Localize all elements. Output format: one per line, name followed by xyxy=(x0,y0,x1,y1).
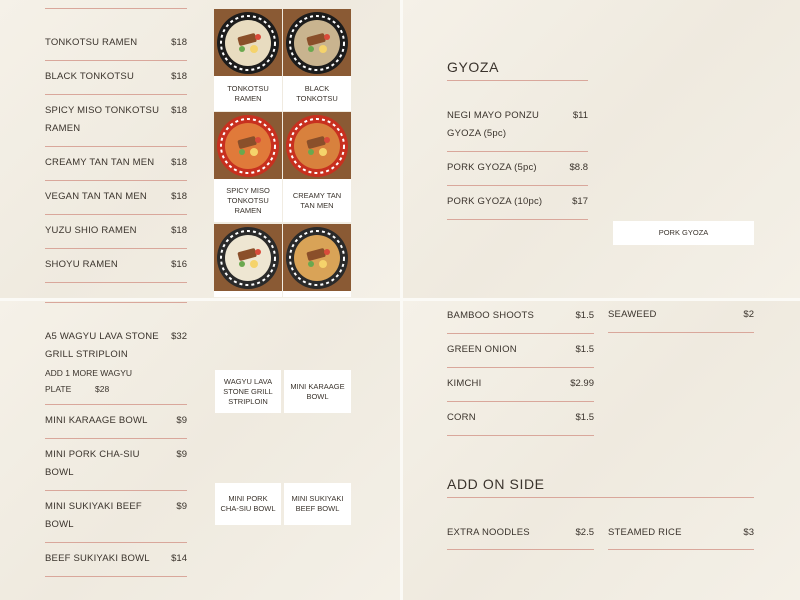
ramen-photo-caption xyxy=(283,291,351,297)
menu-item-name: NEGI MAYO PONZU xyxy=(447,110,540,121)
photo-caption-wagyu[interactable]: WAGYU LAVA STONE GRILL STRIPLOIN xyxy=(215,370,281,413)
toppings-panel xyxy=(400,300,800,600)
menu-item-price: $16 xyxy=(171,259,187,270)
divider xyxy=(45,214,187,215)
ramen-photo[interactable] xyxy=(214,112,282,179)
photo-caption-karaage[interactable]: MINI KARAAGE BOWL xyxy=(284,370,351,413)
menu-item-price: $17 xyxy=(572,196,588,207)
menu-item-name-cont: BOWL xyxy=(45,519,74,530)
ramen-photo-caption xyxy=(214,291,282,297)
side-name: STEAMED RICE xyxy=(608,527,682,538)
menu-item-name: BLACK TONKOTSU xyxy=(45,71,135,82)
divider xyxy=(447,549,594,550)
menu-item-name: CREAMY TAN TAN MEN xyxy=(45,157,155,168)
ramen-photo-caption: CREAMY TAN TAN MEN xyxy=(283,179,351,222)
divider xyxy=(45,248,187,249)
menu-item-price: $18 xyxy=(171,105,187,116)
menu-item-name: BEEF SUKIYAKI BOWL xyxy=(45,553,150,564)
menu-item-name: SHOYU RAMEN xyxy=(45,259,118,270)
menu-item-price: $18 xyxy=(171,71,187,82)
divider xyxy=(608,549,754,550)
topping-name: KIMCHI xyxy=(447,378,482,389)
menu-item-name-cont: GYOZA (5pc) xyxy=(447,128,507,139)
menu-item-price: $9 xyxy=(176,501,187,512)
divider xyxy=(447,497,754,498)
quadrant-divider-horizontal xyxy=(0,298,800,301)
divider xyxy=(45,60,187,61)
menu-item-name: MINI KARAAGE BOWL xyxy=(45,415,148,426)
divider xyxy=(45,302,187,303)
divider xyxy=(45,146,187,147)
topping-name: SEAWEED xyxy=(608,309,657,320)
ramen-photo[interactable] xyxy=(214,9,282,76)
divider xyxy=(45,94,187,95)
side-price: $2.5 xyxy=(575,527,594,538)
divider xyxy=(45,438,187,439)
section-heading-gyoza: GYOZA xyxy=(447,59,500,75)
topping-price: $1.5 xyxy=(575,412,594,423)
topping-price: $1.5 xyxy=(575,310,594,321)
topping-price: $1.5 xyxy=(575,344,594,355)
ramen-photo[interactable] xyxy=(283,112,351,179)
divider xyxy=(447,367,594,368)
menu-item-name: PORK GYOZA (5pc) xyxy=(447,162,537,173)
menu-item-name: MINI PORK CHA-SIU xyxy=(45,449,140,460)
divider xyxy=(447,151,588,152)
ramen-photo-caption: SPICY MISO TONKOTSU RAMEN xyxy=(214,179,282,222)
topping-price: $2.99 xyxy=(570,378,594,389)
addon-text: ADD 1 MORE WAGYU xyxy=(45,368,133,378)
menu-item-name: A5 WAGYU LAVA STONE xyxy=(45,331,159,342)
ramen-photo[interactable] xyxy=(283,224,351,291)
menu-item-price: $18 xyxy=(171,37,187,48)
divider xyxy=(608,332,754,333)
photo-caption-pork-gyoza[interactable]: PORK GYOZA xyxy=(613,221,754,245)
divider xyxy=(447,80,588,81)
menu-item-price: $9 xyxy=(176,415,187,426)
menu-item-price: $18 xyxy=(171,191,187,202)
menu-item-name: PORK GYOZA (10pc) xyxy=(447,196,543,207)
menu-item-name-cont: GRILL STRIPLOIN xyxy=(45,349,128,360)
divider xyxy=(45,542,187,543)
menu-item-price: $11 xyxy=(572,110,588,121)
ramen-photo[interactable] xyxy=(214,224,282,291)
menu-item-name: TONKOTSU RAMEN xyxy=(45,37,138,48)
ramen-photo-caption: BLACK TONKOTSU xyxy=(283,76,351,111)
divider xyxy=(447,401,594,402)
topping-name: GREEN ONION xyxy=(447,344,517,355)
divider xyxy=(45,404,187,405)
topping-name: BAMBOO SHOOTS xyxy=(447,310,535,321)
addon-price: $28 xyxy=(95,384,110,394)
divider xyxy=(45,490,187,491)
side-price: $3 xyxy=(743,527,754,538)
photo-caption-sukiyaki[interactable]: MINI SUKIYAKI BEEF BOWL xyxy=(284,483,351,525)
divider xyxy=(45,576,187,577)
divider xyxy=(447,435,594,436)
menu-item-price: $18 xyxy=(171,225,187,236)
menu-item-name-cont: BOWL xyxy=(45,467,74,478)
divider xyxy=(45,180,187,181)
addon-text-cont: PLATE xyxy=(45,384,72,394)
ramen-photo[interactable] xyxy=(283,9,351,76)
menu-item-name: SPICY MISO TONKOTSU xyxy=(45,105,160,116)
menu-item-name-cont: RAMEN xyxy=(45,123,81,134)
menu-item-price: $8.8 xyxy=(569,162,588,173)
section-heading-add-on-side: ADD ON SIDE xyxy=(447,476,545,492)
topping-price: $2 xyxy=(743,309,754,320)
rice-bowl-panel xyxy=(0,300,400,600)
menu-item-name: VEGAN TAN TAN MEN xyxy=(45,191,147,202)
divider xyxy=(45,8,187,9)
menu-item-price: $14 xyxy=(171,553,187,564)
menu-item-price: $32 xyxy=(171,331,187,342)
menu-item-name: YUZU SHIO RAMEN xyxy=(45,225,137,236)
topping-name: CORN xyxy=(447,412,476,423)
photo-caption-cha-siu[interactable]: MINI PORK CHA-SIU BOWL xyxy=(215,483,281,525)
gyoza-panel xyxy=(400,0,800,300)
menu-item-price: $18 xyxy=(171,157,187,168)
divider xyxy=(447,333,594,334)
menu-item-price: $9 xyxy=(176,449,187,460)
divider xyxy=(447,185,588,186)
divider xyxy=(447,219,588,220)
ramen-panel xyxy=(0,0,400,300)
side-name: EXTRA NOODLES xyxy=(447,527,530,538)
menu-item-name: MINI SUKIYAKI BEEF xyxy=(45,501,142,512)
divider xyxy=(45,282,187,283)
ramen-photo-caption: TONKOTSU RAMEN xyxy=(214,76,282,111)
